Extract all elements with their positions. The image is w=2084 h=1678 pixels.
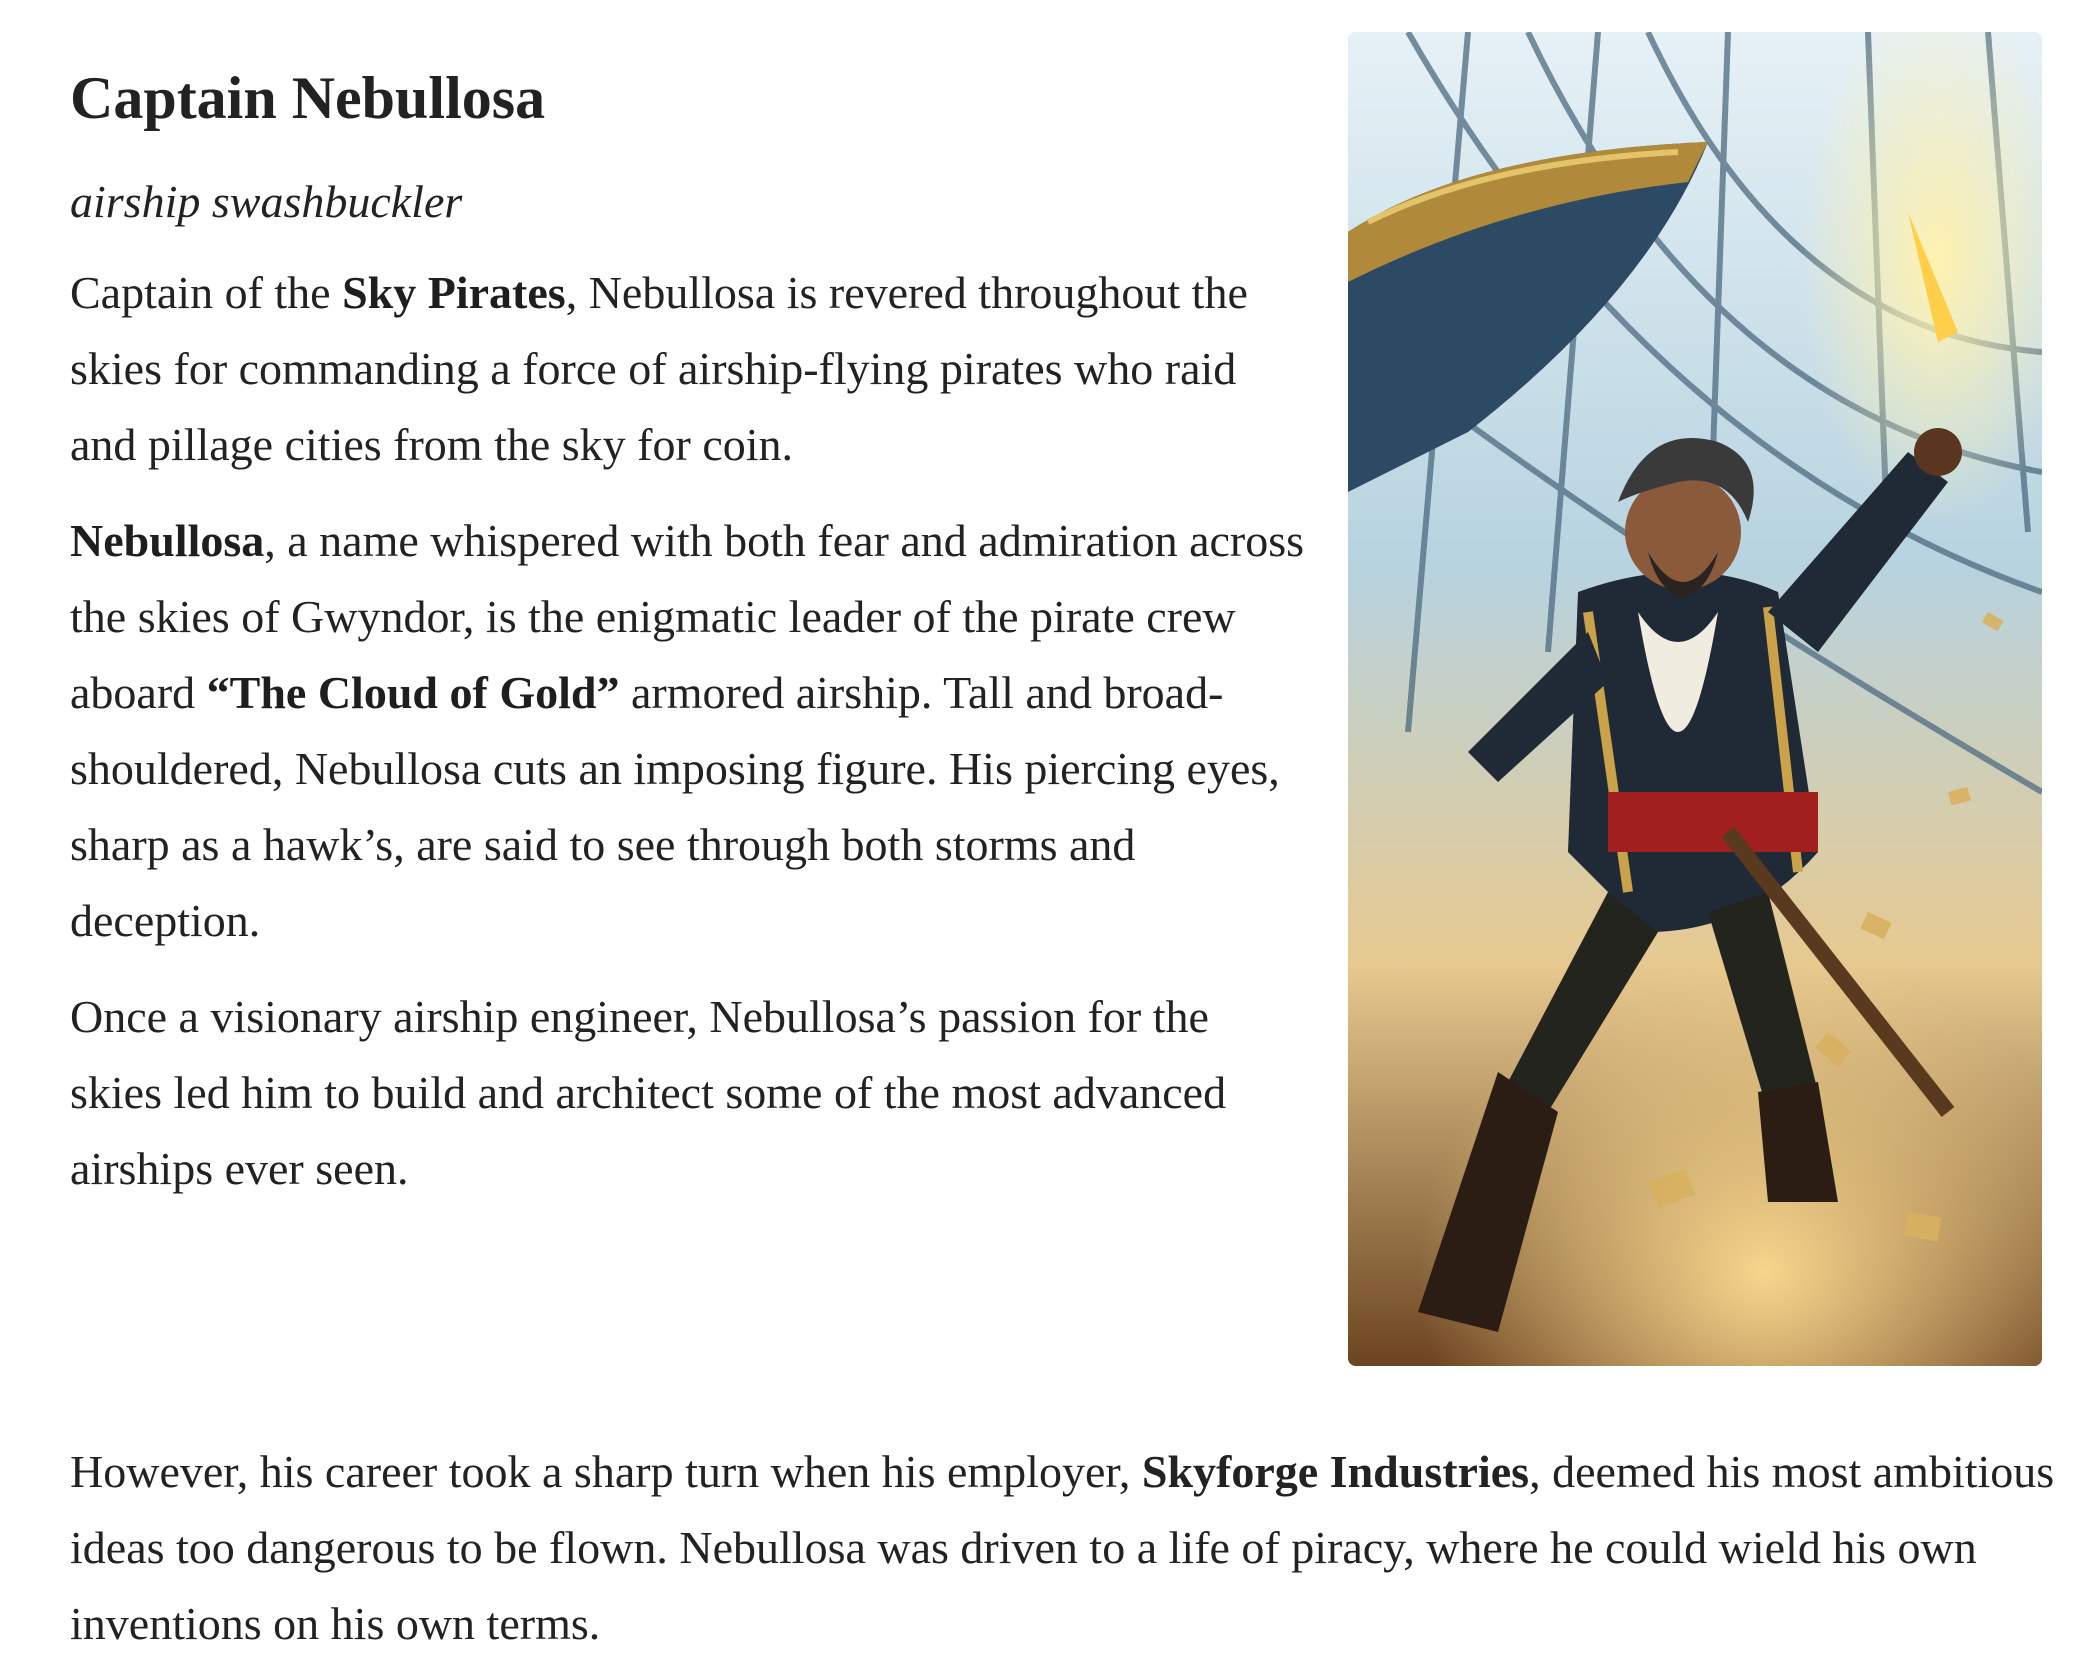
- profile-text-column: [70, 62, 1310, 1227]
- paragraph-text: Captain of the: [70, 267, 343, 319]
- paragraph-intro: [70, 255, 1310, 483]
- paragraph-text: armored airship. Tall and broad-shouldered, Nebullosa cuts an imposing figure. His piercing eyes, sharp as a hawk’s, are said to see through both storms and deception.: [70, 667, 1280, 947]
- paragraph-career-turn: [70, 1434, 2060, 1662]
- page-title: Captain Nebullosa: [70, 65, 546, 131]
- character-illustration: [1348, 32, 2042, 1366]
- paragraph-text: , Nebullosa is revered throughout the skies for commanding a force of airship-flying pirates who raid and pillage cities from the sky for coin.: [70, 267, 1248, 471]
- bold-term-nebullosa: Nebullosa: [70, 515, 265, 567]
- paragraph-text: , deemed his most ambitious ideas too dangerous to be flown. Nebullosa was driven to a life of piracy, where he could wield his own inventions on his own terms.: [70, 1446, 2055, 1649]
- paragraph-text: However, his career took a sharp turn when his employer,: [70, 1446, 1142, 1497]
- paragraph-text: , a name whispered with both fear and admiration across the skies of Gwyndor, is the enigmatic leader of the pirate crew aboard: [70, 515, 1305, 719]
- paragraph-text: Once a visionary airship engineer, Nebullosa’s passion for the skies led him to build and architect some of the most advanced airships ever seen.: [70, 991, 1227, 1195]
- bold-term-skyforge: Skyforge Industries: [1141, 1446, 1530, 1497]
- character-subtitle: airship swashbuckler: [70, 176, 463, 227]
- bold-term-ship-name: “The Cloud of Gold”: [206, 667, 620, 719]
- bold-term-sky-pirates: Sky Pirates: [342, 267, 566, 319]
- paragraph-description: [70, 503, 1310, 959]
- paragraph-backstory: [70, 979, 1310, 1207]
